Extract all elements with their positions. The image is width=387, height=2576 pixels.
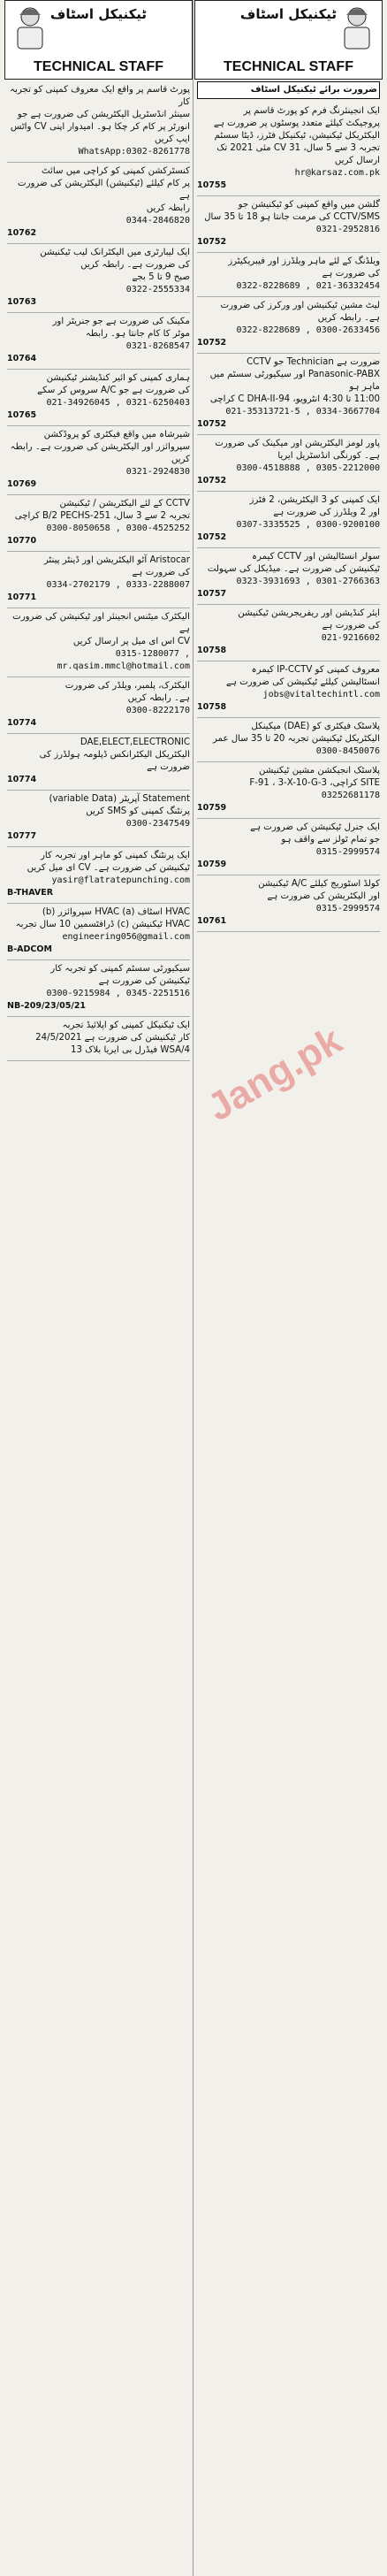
ad-line: پرنٹنگ کمپنی کو SMS کریں [86, 806, 190, 816]
ad-line: گلشن میں واقع کمپنی کو ٹیکنیشن جو [238, 200, 380, 210]
ad-reference-code: 10774 [7, 718, 37, 728]
classified-ad [7, 426, 190, 495]
ad-contact: 0300-4518888 , 0305-2212000 [236, 463, 380, 473]
classified-ad [7, 608, 190, 677]
ad-line: کی ضرورت ہے [322, 269, 380, 279]
classified-ad [7, 734, 190, 791]
ad-line: CV اس ای میل پر ارسال کریں [72, 637, 190, 646]
ad-line: کار ٹیکنیشن کی ضرورت ہے 24/5/2021 [35, 1033, 190, 1043]
ad-line: مکینک کی ضرورت ہے جو جنریٹر اور [52, 317, 190, 326]
ad-contact: 0300-8222170 [125, 706, 190, 715]
ad-contact: 0321-2952816 [315, 225, 380, 234]
ad-line: الیکٹریکل ٹیکنیشن تجربہ 20 تا 35 سال عمر [212, 734, 380, 744]
ad-contact: WhatsApp:0302-8261778 [78, 147, 190, 157]
ad-line: ٹیکنیشن کی ضرورت ہے۔ CV ای میل کریں [27, 863, 190, 873]
ad-reference-code: 10752 [197, 338, 227, 348]
ad-reference-code: 10777 [7, 831, 37, 841]
ad-line: کی ضرورت ہے جو A/C سروس کر سکے [37, 386, 190, 395]
ad-line: ایئر کنڈیشن اور ریفریجریشن ٹیکنیشن [238, 608, 380, 618]
classified-ad [7, 370, 190, 426]
ad-line: انسٹالیشن کیلئے ٹیکنیشن کی ضرورت ہے [226, 677, 380, 687]
ad-line: کی ضرورت ہے [132, 568, 190, 577]
ad-reference-code: 10761 [197, 916, 227, 926]
ad-line: الیکٹرک میٹنس انجینئر اور ٹیکنیشن کی ضرورت ہے [12, 612, 190, 634]
classified-ad [197, 875, 380, 932]
classified-ad [7, 81, 190, 163]
ad-contact: yasir@flatratepunching.com [51, 875, 190, 885]
classified-ad [197, 354, 380, 435]
classified-ad [7, 313, 190, 370]
classified-ad [7, 960, 190, 1017]
ad-line: صبح 9 تا 5 بجے [132, 272, 190, 282]
ad-line: CCTV کے لئے الیکٹریشن / ٹیکنیشن [59, 499, 190, 508]
ad-reference-code: 10774 [7, 775, 37, 784]
ad-line: ٹیکنیشن کی ضرورت ہے [98, 976, 190, 986]
ad-line: ایک انجینئرنگ فرم کو پورٹ قاسم پر [243, 106, 380, 116]
right-banner: ضرورت برائے ٹیکنیکل اسٹاف [197, 81, 380, 99]
ad-reference-code: NB-209/23/05/21 [7, 1001, 87, 1011]
ad-line: CCTV/SMS کی مرمت جانتا ہو 18 تا 35 سال [204, 212, 380, 222]
ad-reference-code: 10770 [7, 536, 37, 546]
right-banner-wrap [194, 80, 383, 101]
ad-contact: hr@karsaz.com.pk [294, 168, 380, 178]
ad-contact: 0322-8228689 , 0300-2633456 [236, 325, 380, 335]
ad-line: سیکیورٹی سسٹم کمپنی کو تجربہ کار [50, 964, 190, 974]
right-section-header [194, 0, 383, 80]
ad-reference-code: 10758 [197, 646, 227, 655]
ad-line: SITE کراچی، F-91 ، 3-X-10-G-3 [249, 778, 380, 788]
ad-reference-code: 10769 [7, 479, 37, 489]
ad-line: شیرشاہ میں واقع فیکٹری کو پروڈکشن [43, 430, 190, 440]
ad-contact: 0300-8050658 , 0300-4525252 [46, 524, 190, 533]
section-title-urdu: ٹیکنیکل اسٹاف [49, 6, 148, 22]
ad-contact: 0315-2999574 [315, 904, 380, 913]
ad-line: سپروائزر اور الیکٹریشن کی ضرورت ہے۔ رابطہ کریں [10, 442, 190, 464]
classified-ad [197, 492, 380, 548]
ad-line: پورٹ قاسم پر واقع ایک معروف کمپنی کو تجربہ کار [10, 85, 190, 107]
ad-line: ہے۔ کورنگی انڈسٹریل ایریا [277, 451, 380, 461]
ad-reference-code: 10759 [197, 860, 227, 869]
ad-contact: 021-9216602 [321, 633, 380, 643]
classified-ad [7, 904, 190, 960]
ad-reference-code: B-THAVER [7, 888, 54, 898]
section-title-english: TECHNICAL STAFF [224, 59, 353, 74]
ad-reference-code: 10758 [197, 702, 227, 712]
ad-line: HVAC ٹیکنیشن (c) ڈرافٹسمین 10 سال تجربہ [15, 920, 190, 929]
ad-line: Aristocar آٹو الیکٹریشن اور ڈینٹر پینٹر [43, 555, 190, 565]
ad-line: ایک ٹیکنیکل کمپنی کو اپلائیڈ تجربہ [62, 1020, 190, 1030]
ad-reference-code: 10762 [7, 228, 37, 238]
section-title-urdu: ٹیکنیکل اسٹاف [239, 6, 338, 22]
classified-ad [197, 661, 380, 718]
classified-ad [197, 548, 380, 605]
ad-reference-code: 10771 [7, 592, 37, 602]
ad-line: ایک لیبارٹری میں الیکٹرانک لیب ٹیکنیشن [40, 248, 190, 257]
ad-reference-code: 10759 [197, 803, 227, 813]
ad-contact: 0300-8450076 [315, 746, 380, 756]
ad-line: موٹر کا کام جانتا ہو۔ رابطہ [85, 329, 190, 339]
ad-contact: engineering056@gmail.com [62, 932, 190, 942]
ad-contact: 0322-2555334 [125, 285, 190, 294]
ad-line: ہے۔ رابطہ کریں [317, 313, 380, 323]
classified-ad [197, 196, 380, 253]
watermark: Jang.pk [200, 1018, 350, 1130]
ad-contact: 021-35313721-5 , 0334-3667704 [225, 407, 380, 417]
ad-line: ہماری کمپنی کو ائیر کنڈیشنر ٹیکنیشن [46, 373, 190, 383]
ad-contact: 0322-8228689 , 021-36332454 [236, 281, 380, 291]
classified-ad [197, 253, 380, 297]
ad-line: اور الیکٹریشن کی ضرورت ہے [267, 891, 380, 901]
ad-line: DAE,ELECT,ELECTRONIC [80, 738, 190, 747]
ad-line: الیکٹریکل ٹیکنیشن، ٹیکنیکل فٹرز، ڈیٹا سسٹم [214, 131, 380, 141]
ad-line: الیکٹرک، پلمبر، ویلڈر کی ضرورت [64, 681, 190, 691]
ad-reference-code: 10764 [7, 354, 37, 363]
ad-line: اور 2 ویلڈرز کی ضرورت ہے [273, 508, 380, 517]
classified-ad [197, 435, 380, 492]
ad-line: پاور لومز الیکٹریشن اور میکینک کی ضرورت [215, 439, 380, 448]
ad-line: کی ضرورت ہے [322, 621, 380, 631]
ad-contact: jobs@vitaltechintl.com [262, 690, 380, 699]
ad-line: الیکٹریکل الیکٹرانکس ڈپلومہ ہولڈرز کی ضرورت ہے [39, 750, 190, 772]
ad-line: ٹیکنیشن کی ضرورت ہے۔ میڈیکل کی سہولت [207, 564, 380, 574]
classified-ad [197, 297, 380, 354]
ad-line: پر کام کیلئے (ٹیکنیشن) الیکٹریشن کی ضرورت ہے [17, 179, 190, 201]
ad-contact: 0315-1280077 , mr.qasim.mmcl@hotmail.com [57, 649, 190, 671]
ad-reference-code: 10755 [197, 180, 227, 190]
classified-ad [197, 762, 380, 819]
ad-reference-code: 10752 [197, 237, 227, 247]
ad-contact: 0300-2347549 [125, 819, 190, 829]
classified-ad [197, 718, 380, 762]
ad-contact: 0321-2924830 [125, 467, 190, 477]
ad-contact: 0300-9215984 , 0345-2251516 [46, 989, 190, 998]
ad-line: تجربہ 3 سے 5 سال، CV 31 مئی 2021 تک ارسال کریں [216, 143, 380, 165]
ad-reference-code: 10752 [197, 476, 227, 485]
left-ad-list [4, 80, 193, 1063]
left-section-header [4, 0, 193, 80]
ad-line: سینئر انڈسٹریل الیکٹریشن کی ضرورت ہے جو [17, 110, 190, 119]
ad-contact: 0334-2702179 , 0333-2288007 [46, 580, 190, 590]
classified-ad [7, 244, 190, 313]
ad-line: کولڈ اسٹوریج کیلئے A/C ٹیکنیشن [258, 879, 380, 889]
ad-line: سولر انسٹالیشن اور CCTV کیمرہ [252, 552, 380, 562]
ad-reference-code: 10757 [197, 589, 227, 599]
ad-line: انورٹر پر کام کر چکا ہو۔ امیدوار اپنی CV واٹس ایپ کریں [10, 122, 190, 144]
ad-contact: 0307-3335525 , 0300-9200100 [236, 520, 380, 530]
ad-reference-code: 10752 [197, 419, 227, 429]
ad-line: کی ضرورت ہے۔ رابطہ کریں [80, 260, 190, 270]
classified-ad [7, 791, 190, 847]
ad-line: ہے۔ رابطہ کریں [127, 693, 190, 703]
ad-line: 11:00 تا 4:30 انٹرویو، 94-C DHA-II کراچی [209, 394, 380, 404]
ad-line: ایک جنرل ٹیکنیشن کی ضرورت ہے [250, 822, 380, 832]
right-ad-list [194, 101, 383, 934]
ad-contact: 0323-3931693 , 0301-2766363 [236, 577, 380, 586]
ad-line: معروف کمپنی کو IP-CCTV کیمرہ [251, 665, 380, 675]
ad-line: پروجیکٹ کیلئے متعدد پوسٹوں پر ضرورت ہے [213, 118, 380, 128]
ad-reference-code: 10752 [197, 532, 227, 542]
classified-ad [197, 103, 380, 196]
classified-ad [7, 495, 190, 552]
ad-line: لیٹ مشین ٹیکنیشن اور ورکرز کی ضرورت [220, 301, 380, 310]
ad-reference-code: B-ADCOM [7, 944, 52, 954]
left-column [4, 0, 193, 2576]
ad-reference-code: 10765 [7, 410, 37, 420]
ad-line: تجربہ 2 سے 3 سال، 251-B/2 PECHS کراچی [14, 511, 190, 521]
ad-line: جو تمام ٹولز سے واقف ہو [281, 835, 380, 845]
ad-contact: 0344-2846820 [125, 216, 190, 225]
classified-ad [7, 552, 190, 608]
classified-ad [197, 819, 380, 875]
classified-ad [7, 163, 190, 244]
ad-line: پلاسٹک فیکٹری کو (DAE) میکینکل [251, 722, 380, 731]
ad-line: ایک کمپنی کو 3 الیکٹریشن، 2 فٹرز [249, 495, 380, 505]
ad-reference-code: 10763 [7, 297, 37, 307]
classified-ad [7, 847, 190, 904]
ad-line: ضرورت ہے Technician جو CCTV [247, 357, 380, 367]
ad-contact: 0315-2999574 [315, 847, 380, 857]
classified-ad [7, 677, 190, 734]
ad-line: رابطہ کریں [146, 203, 190, 213]
ad-contact: 0321-8268547 [125, 341, 190, 351]
ad-line: کنسٹرکشن کمپنی کو کراچی میں سائٹ [42, 166, 190, 176]
right-column [194, 0, 383, 2576]
classified-ad [197, 605, 380, 661]
ad-contact: 021-34926045 , 0321-6250403 [46, 398, 190, 408]
ad-line: Statement آپریٹر (variable Data) [49, 794, 190, 804]
ad-line: Panasonic-PABX اور سیکیورٹی سسٹم میں ماہر ہو [209, 370, 380, 392]
ad-contact: 03252681178 [321, 791, 380, 800]
ad-line: ایک پرنٹنگ کمپنی کو ماہر اور تجربہ کار [40, 851, 190, 860]
section-title-english: TECHNICAL STAFF [34, 59, 163, 74]
classified-ad [7, 1017, 190, 1061]
ad-line: HVAC اسٹاف (a) HVAC سپروائزر (b) [42, 907, 190, 917]
ad-line: ویلڈنگ کے لئے ماہر ویلڈرز اور فیبریکیٹرز [228, 256, 380, 266]
ad-line: پلاسٹک انجیکشن مشین ٹیکنیشن [258, 766, 380, 776]
ad-line: WSA/4 فیڈرل بی ایریا بلاک 13 [71, 1045, 190, 1055]
column-divider [193, 0, 194, 2576]
